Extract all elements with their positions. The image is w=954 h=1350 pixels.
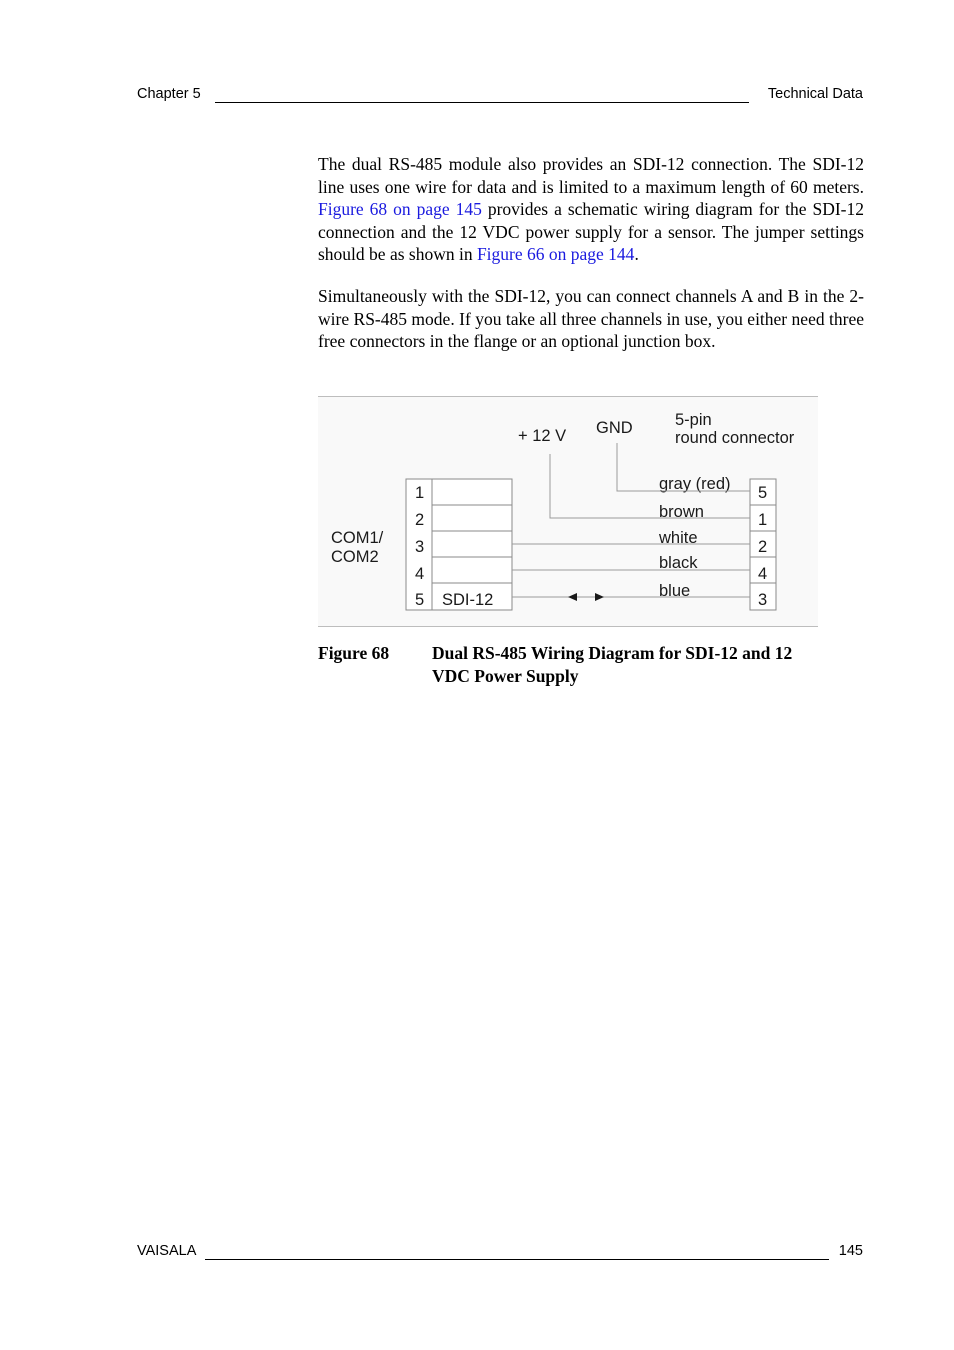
wiring-diagram-svg	[318, 397, 818, 626]
gnd-label: GND	[596, 419, 633, 437]
left-pin-3: 3	[415, 538, 425, 556]
sdi12-label: SDI-12	[442, 591, 494, 609]
wiring-diagram	[318, 396, 818, 627]
chapter-label: Chapter 5	[137, 86, 201, 102]
paragraph-text: The dual RS-485 module also provides an SDI-12 connection. The SDI-12 line uses one wire for data and is limited to a maximum length of 60 meters.	[318, 154, 864, 197]
right-pin-3: 2	[758, 538, 768, 556]
right-pin-1: 5	[758, 484, 768, 502]
paragraph-text: provides a schematic wiring diagram for the SDI-12 connection and the 12 VDC power supply for a sensor. The jumper settings should be as shown in	[318, 199, 864, 265]
right-pin-2: 1	[758, 511, 768, 529]
left-pin-2: 2	[415, 511, 425, 529]
paragraph-channels: Simultaneously with the SDI-12, you can connect channels A and B in the 2-wire RS-485 mode. If you take all three channels in use, you either need three free connectors in the flange or an optional junction box.	[318, 286, 864, 352]
paragraph-text: .	[634, 244, 639, 265]
wire-label-blue: blue	[659, 582, 691, 600]
plus-12v-label: + 12 V	[518, 427, 567, 445]
wire-label-brown: brown	[659, 503, 704, 521]
figure-68-link[interactable]: Figure 68 on page 145	[318, 199, 482, 220]
wire-label-black: black	[659, 554, 698, 572]
footer-rule	[205, 1259, 829, 1260]
figure-66-link[interactable]: Figure 66 on page 144	[476, 244, 635, 265]
connector-label-line2: round connector	[675, 429, 795, 447]
figure-title: Dual RS-485 Wiring Diagram for SDI-12 and 12 VDC Power Supply	[432, 643, 793, 686]
com-label-line2: COM2	[331, 548, 379, 566]
header-rule	[215, 102, 749, 103]
left-pin-4: 4	[415, 565, 425, 583]
right-pin-4: 4	[758, 565, 768, 583]
left-pin-5: 5	[415, 591, 425, 609]
paragraph-sdi12	[318, 153, 864, 266]
page-footer	[137, 1243, 863, 1263]
page-number: 145	[838, 1243, 863, 1259]
wire-label-white: white	[659, 529, 698, 547]
com-label-line1: COM1/	[331, 529, 384, 547]
wire-label-gray: gray (red)	[659, 475, 731, 493]
right-pin-5: 3	[758, 591, 768, 609]
connector-label-line1: 5-pin	[675, 411, 712, 429]
figure-number: Figure 68	[318, 643, 390, 663]
section-label: Technical Data	[767, 86, 863, 102]
page-header	[137, 86, 863, 106]
left-pin-1: 1	[415, 484, 425, 502]
footer-brand: VAISALA	[137, 1243, 197, 1259]
